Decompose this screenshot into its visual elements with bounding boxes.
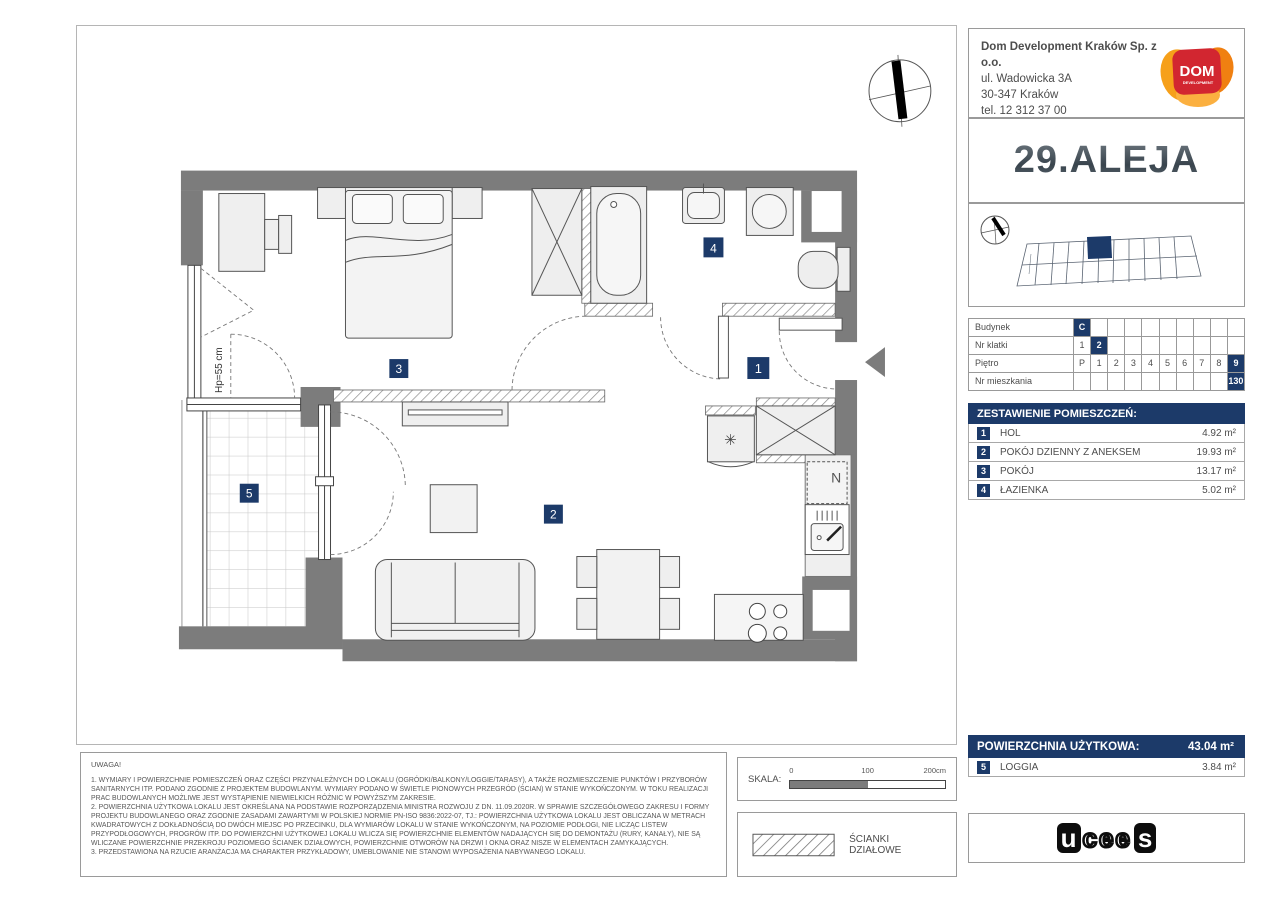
list-item: 4 ŁAZIENKA 5.02 m² [968, 481, 1245, 500]
building-overview-plan [969, 204, 1244, 306]
svg-text:DEVELOPMENT: DEVELOPMENT [1182, 80, 1214, 85]
loggia-row: 5 LOGGIA 3.84 m² [968, 758, 1245, 777]
partition-legend-label: ŚCIANKI DZIAŁOWE [849, 833, 902, 856]
scale-tick-200: 200cm [923, 766, 946, 775]
note-paragraph-3: 3. PRZEDSTAWIONA NA RZUCIE ARANŻACJA MA CHARAKTER PRZYKŁADOWY, UMEBLOWANIE NIE STANOWI WYPOSAŻENIA NABYWANEGO LOKALU. [91, 848, 586, 856]
mini-compass-icon [981, 216, 1009, 244]
scale-label: SKALA: [748, 773, 782, 785]
usable-area-band [968, 735, 1245, 758]
badge-loggia: 5 [245, 486, 253, 501]
developer-address2: 30-347 Kraków [981, 89, 1059, 101]
badge-bedroom: 3 [395, 362, 403, 377]
entrance-arrow-icon [865, 347, 885, 377]
ucees-logo-cee: cee [1082, 822, 1132, 853]
note-paragraph-1: 1. WYMIARY I POWIERZCHNIE POMIESZCZEŃ ORAZ CZĘŚCI PRZYNALEŻNYCH DO LOKALU (OGRÓDKI/BALKONY/LOGGIE/TARASY), A TAKŻE ROZMIESZCZENIE PUNKTÓW I PRZYBORÓW SANITARNYCH ITP. PODANO ZGODNIE Z PROJEKTEM BUDOWLANYM. WYMIARY PODANO W ŚWIETLE PIONOWYCH PRZEGRÓD (ŚCIAN) W STANIE WYKOŃCZONYM. W TOKU REALIZACJI PRAC BUDOWLANYCH MOŻLIWE JEST WYSTĄPIENIE NIEWIELKICH RÓŻNIC W POWYŻSZYM ZAKRESIE. [91, 777, 709, 802]
list-item: 3 POKÓJ 13.17 m² [968, 462, 1245, 481]
badge-living: 2 [550, 507, 557, 522]
location-table [968, 318, 1245, 391]
scale-tick-0: 0 [789, 766, 794, 775]
rooms-list [968, 403, 1245, 500]
shaft-niche-top [811, 191, 842, 233]
table-row: Piętro P 1 2 3 4 5 6 7 8 9 [969, 354, 1244, 372]
room-number-badge: 4 [977, 484, 990, 497]
highlighted-unit [1087, 236, 1112, 259]
scale-box [737, 757, 957, 801]
developer-address1: ul. Wadowicka 3A [981, 73, 1072, 85]
table-row: Nr mieszkania 130 [969, 372, 1244, 390]
building-overview-box [968, 203, 1245, 307]
window-height-note: Hp=55 cm [213, 347, 225, 393]
partition-legend-box [737, 812, 957, 877]
scale-bar [789, 766, 946, 792]
usable-area-value: 43.04 m² [1187, 740, 1234, 753]
badge-hol: 1 [754, 361, 762, 377]
developer-phone: tel. 12 312 37 00 [981, 105, 1067, 117]
legal-notes-box [80, 752, 727, 877]
room-number-badge: 3 [977, 465, 990, 478]
project-logo-box [968, 118, 1245, 203]
table-row: Nr klatki 1 2 [969, 336, 1244, 354]
dom-development-logo [1158, 39, 1236, 109]
room-number-badge: 1 [977, 427, 990, 440]
notes-title: UWAGA! [91, 760, 122, 769]
loggia-floor [182, 400, 319, 649]
table-row: Budynek C [969, 319, 1244, 336]
shaft-niche-bottom [812, 589, 850, 631]
list-item: 1 HOL 4.92 m² [968, 424, 1245, 443]
living-furniture [375, 402, 679, 640]
fridge-symbol: ✳ [724, 431, 737, 449]
developer-name: Dom Development Kraków Sp. z o.o. [981, 41, 1157, 69]
room-number-badge: 5 [977, 761, 990, 774]
niche-symbol: N [831, 469, 842, 486]
ucees-logo-box [968, 813, 1245, 863]
floor-plan-sheet [76, 25, 957, 745]
badge-bathroom: 4 [710, 241, 717, 256]
ucees-logo-u: u [1057, 823, 1081, 853]
list-item: 2 POKÓJ DZIENNY Z ANEKSEM 19.93 m² [968, 443, 1245, 462]
usable-area-label: POWIERZCHNIA UŻYTKOWA: [977, 740, 1140, 753]
developer-info-box [968, 28, 1245, 118]
note-paragraph-2: 2. POWIERZCHNIA UŻYTKOWA LOKALU JEST OKREŚLANA NA PODSTAWIE ROZPORZĄDZENIA MINISTRA ROZWOJU Z DN. 11.09.2020R. W SPRAWIE SZCZEGÓŁOWEGO ZAKRESU I FORMY PROJEKTU BUDOWLANEGO ORAZ ZGODNIE ZASADAMI ZAWARTYMI W POLSKIEJ NORMIE PN-ISO 9836:2022-07, TJ.: POWIERZCHNIA UŻYTKOWA LOKALU JEST OBLICZANA W METRACH KWADRATOWYCH Z DOKŁADNOŚCIĄ DO DWÓCH MIEJSC PO PRZECINKU, DLA WYMIARÓW LOKALU W STANIE WYKOŃCZONYM, NA POZIOMIE PODŁOGI, NIE LICZĄC LISTEW PRZYPODŁOGOWYCH, PROGRÓW ITP. DO POWIERZCHNI UŻYTKOWEJ LOKALU WLICZA SIĘ POWIERZCHNIE ELEMENTÓW NADAJĄCYCH SIĘ DO DEMONTAŻU (RURY, KANAŁY), NIE SĄ WLICZANE POWIERZCHNIE PRZEKROJU POZIOMEGO ŚCIANEK DZIAŁOWYCH, POWIERZCHNIE OTWORÓW NA DRZWI I OKNA ORAZ NISZE W ELEMENTACH ZAMYKAJĄCYCH. [91, 803, 710, 847]
scale-tick-100: 100 [861, 766, 874, 775]
door-leaves [718, 316, 842, 378]
partition-hatch-icon [752, 833, 835, 857]
floor-plan-drawing [77, 26, 956, 744]
svg-text:DOM: DOM [1179, 63, 1215, 80]
compass-icon [869, 55, 931, 127]
ucees-logo-s: s [1134, 823, 1156, 853]
rooms-list-header: ZESTAWIENIE POMIESZCZEŃ: [968, 403, 1245, 424]
project-logo: 29.ALEJA [1013, 139, 1200, 181]
room-number-badge: 2 [977, 446, 990, 459]
bedroom-furniture [219, 188, 482, 339]
